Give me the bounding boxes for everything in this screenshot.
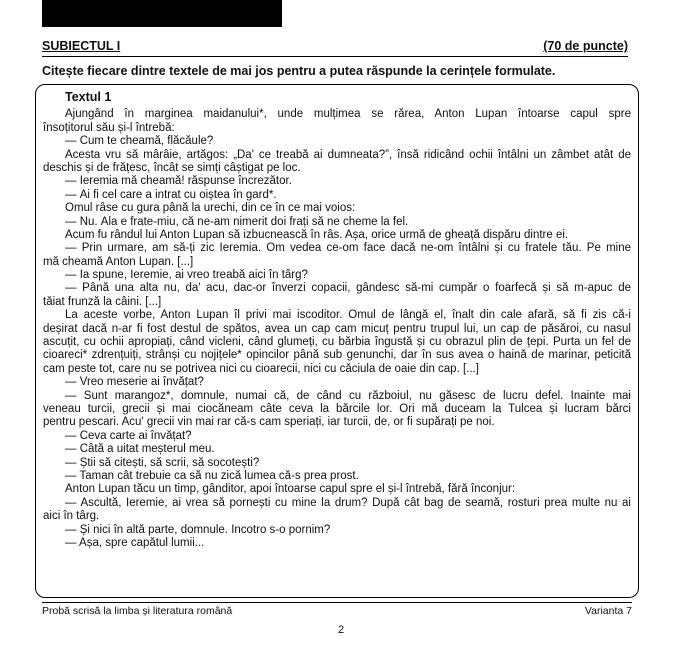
passage-line: — Prin urmare, am să-ți zic Ieremia. Om vedea ce-om face dacă ne-om întâlni și cu fratele tău. Pe mine — [65, 242, 631, 255]
footer-exam-label: Probă scrisă la limba și literatura română — [42, 605, 233, 617]
passage-line: — Așa, spre capătul lumii... — [65, 536, 205, 549]
passage-line: cam peste tot, care nu se potrivea nici cu cioarecii, nici cu căciula de oaie din cap. [...] — [43, 362, 479, 375]
footer — [42, 603, 632, 616]
passage-line: — Ascultă, Ieremie, ai vrea să pornești cu mine la drum? După cât bag de seamă, rosturi prea multe nu ai — [65, 496, 631, 509]
passage-line: Omul râse cu gura până la urechi, din ce în ce mai voios: — [65, 202, 356, 215]
passage-line: — Taman cât trebuie ca să nu zică lumea că-s prea prost. — [65, 469, 359, 482]
passage-line: Acesta vru să mârâie, artăgos: „Da' ce treabă ai dumneata?”, însă ridicând ochii întâlni un zâmbet atât de — [65, 148, 631, 161]
redacted-block — [42, 0, 282, 27]
footer-variant: Varianta 7 — [584, 605, 632, 617]
passage-line: Ajungând în marginea maidanului*, unde mulțimea se rărea, Anton Lupan întoarse capul spre — [65, 108, 631, 121]
passage-line: Acum fu rândul lui Anton Lupan să izbucnească în râs. Așa, orice urmă de gheață dispăru dintre ei. — [65, 228, 569, 241]
passage-line: — Ieremia mă cheamă! răspunse încrezător. — [65, 175, 292, 188]
passage-line: ascuțit, cu ochii apropiați, când vicleni, când glumeți, cu bărbia îngustă și cu obrazul plin de țepi. Purta un fel de — [43, 336, 631, 349]
passage-line: aici în târg. — [43, 510, 100, 523]
passage-line: veneau turcii, grecii și mai ciocăneam câte ceva la bărcile lor. Ori mă duceam la Tulcea și lucram bărci — [43, 403, 631, 415]
passage-line: tăiat frunză la câini. [...] — [43, 295, 162, 308]
text-title: Textul 1 — [65, 90, 112, 104]
passage-line: — Până una alta nu, da' acu, dac-or înverzi copacii, gândesc să-mi cumpăr o foarfecă și să m-apuc de — [65, 282, 631, 295]
passage-line: — Ia spune, Ieremie, ai vreo treabă aici în târg? — [65, 269, 308, 282]
passage-line: — Câtă a uitat meșterul meu. — [65, 443, 215, 456]
passage-line: Anton Lupan tăcu un timp, gânditor, apoi întoarse capul spre el și-l întrebă, fără înconjur: — [65, 483, 516, 496]
section-header — [42, 39, 628, 55]
section-points: (70 de puncte) — [543, 39, 628, 53]
passage-line: — Știi să citești, să scrii, să socotești? — [65, 456, 260, 469]
passage-line: pentru pescari. Acu' grecii vin mai rar că-s cam speriați, iar turcii, de, or fi supărați pe noi. — [43, 416, 495, 429]
passage-line: cioareci* zdrențuiți, strânși cu nojițele* opincilor până sub genunchi, dar în sus avea o haină de marinar, peticită — [43, 349, 631, 362]
passage-line: — Nu. Ăla e frate-miu, că ne-am nimerit doi frați să ne cheme la fel. — [65, 215, 409, 228]
passage-line: deschis și de frățesc, încât se simți câștigat pe loc. — [43, 161, 301, 174]
text-passage — [43, 91, 631, 550]
passage-line: — Cum te cheamă, flăcăule? — [65, 135, 214, 148]
passage-line: mă cheamă Anton Lupan. [...] — [43, 255, 194, 268]
section-title: SUBIECTUL I — [42, 39, 121, 53]
passage-line: La aceste vorbe, Anton Lupan îl privi mai iscoditor. Omul de lângă el, înalt din cale afară, să fi zis că-i — [65, 309, 631, 322]
page-number: 2 — [337, 624, 345, 636]
passage-line: — Sunt marangoz*, domnule, numai că, de când cu războiul, nu găsesc de lucru defel. Înainte mai — [65, 389, 631, 402]
passage-line: — Ăi fi cel care a intrat cu oiștea în gard*. — [65, 188, 277, 201]
instructions: Citește fiecare dintre textele de mai jos pentru a putea răspunde la cerințele formulate. — [42, 64, 556, 78]
passage-line: deșirat dacă n-ar fi fost destul de spătos, avea un cap cam micuț pentru trupul lui, un cap de păsăroi, cu nasul — [43, 322, 631, 335]
passage-line: — Și nici în altă parte, domnule. Încotro s-o pornim? — [65, 523, 331, 536]
passage-line: — Vreo meserie ai învățat? — [65, 376, 204, 389]
header-rule — [42, 56, 628, 57]
passage-line: — Ceva carte ai învățat? — [65, 429, 192, 442]
passage-lines — [43, 108, 631, 550]
passage-line: însoțitorul său și-l întrebă: — [43, 121, 175, 134]
